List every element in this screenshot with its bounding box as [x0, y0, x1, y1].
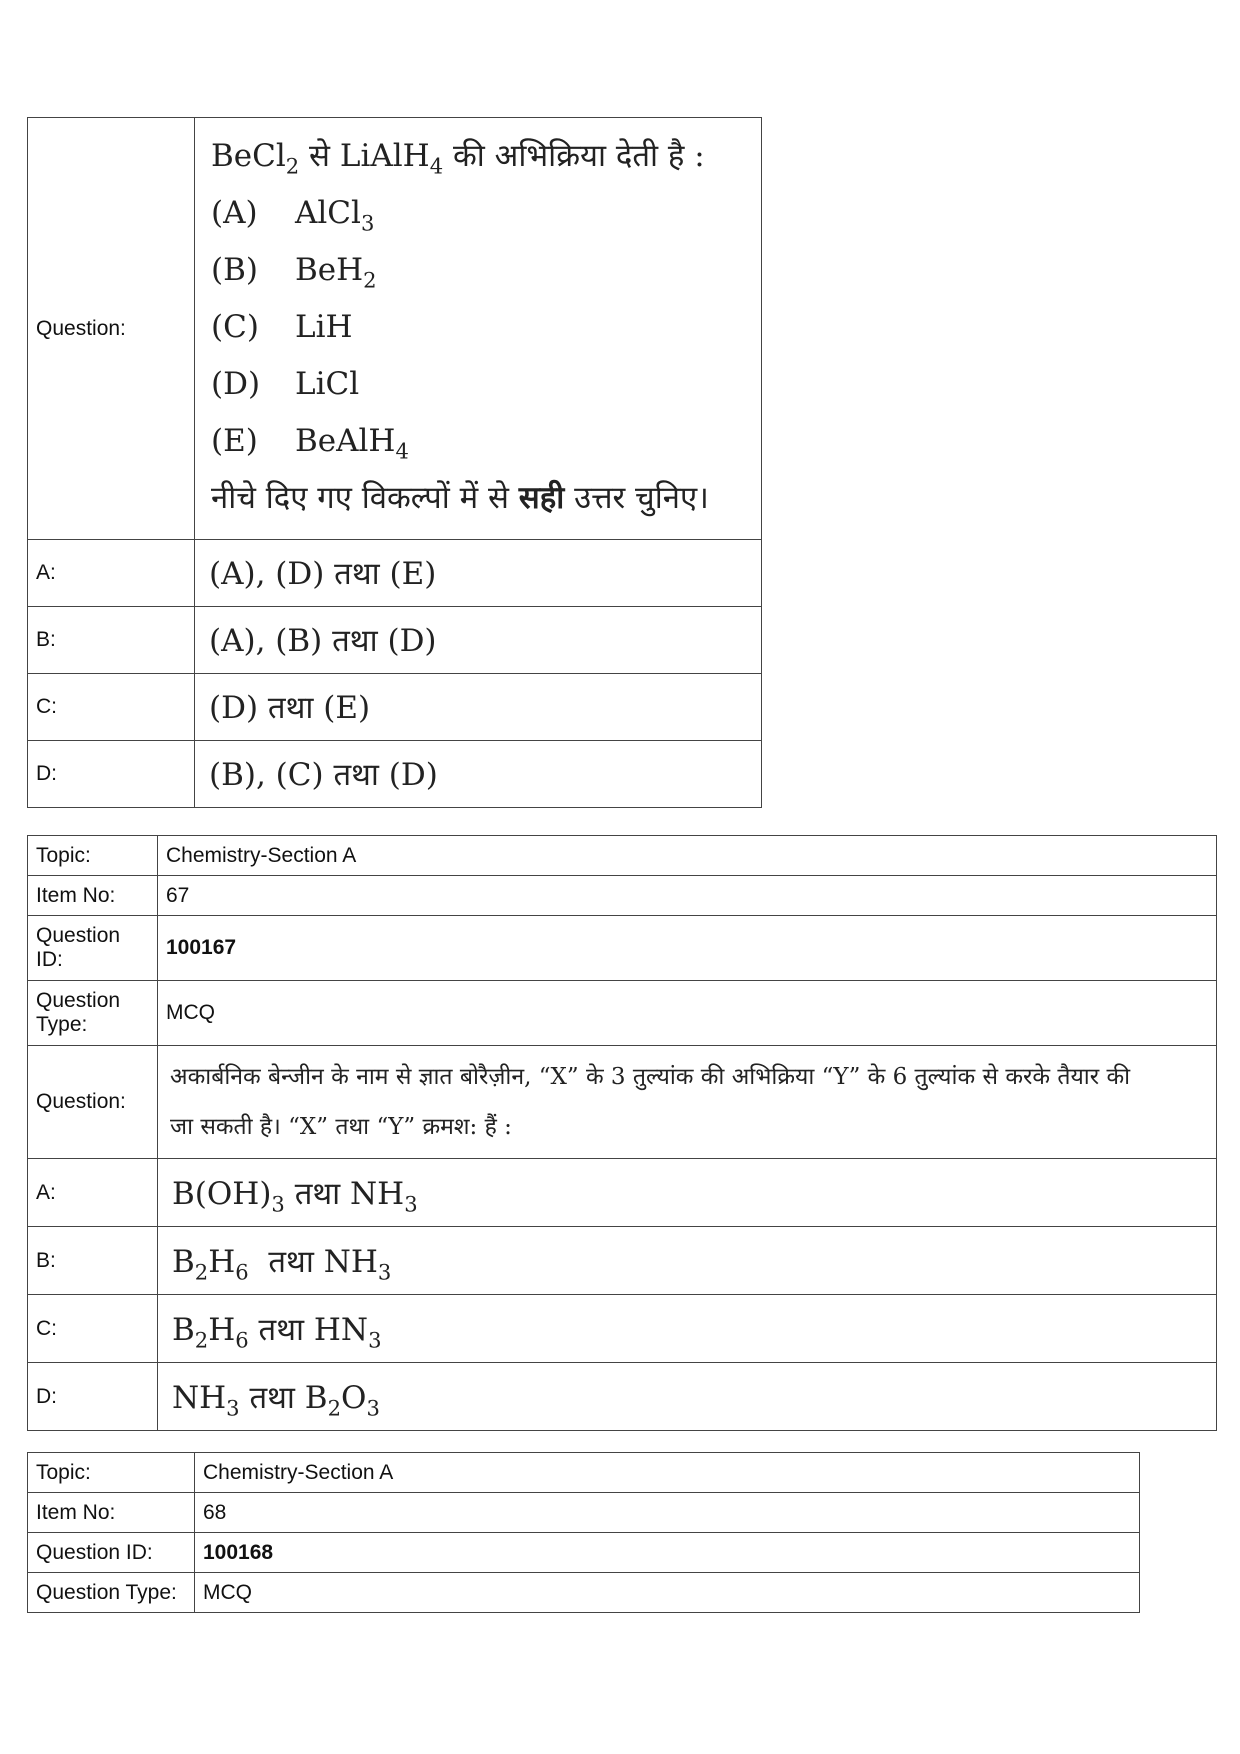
answer-row-a	[28, 1159, 1217, 1227]
question-id-row	[28, 916, 1217, 981]
answer-row-d	[28, 1363, 1217, 1431]
answer-text: $B_2H_6$ तथा $HN_3$	[158, 1295, 1217, 1363]
option-c: (C) LiH	[211, 309, 353, 345]
question-label: Question:	[28, 1046, 158, 1159]
answer-label: C:	[28, 1295, 158, 1363]
question-68-table	[27, 1452, 1140, 1613]
answer-row-c	[28, 674, 762, 741]
answer-row-d	[28, 741, 762, 808]
question-type-label: Question Type:	[28, 1573, 195, 1613]
answer-label: D:	[28, 1363, 158, 1431]
answer-text: (A), (B) तथा (D)	[195, 607, 762, 674]
question-type-value: MCQ	[158, 981, 1217, 1046]
topic-value: Chemistry-Section A	[158, 836, 1217, 876]
option-b: (B) BeH$_2$	[211, 252, 377, 293]
question-type-row	[28, 1573, 1140, 1613]
answer-text: (D) तथा (E)	[195, 674, 762, 741]
answer-label: D:	[28, 741, 195, 808]
option-d: (D) LiCl	[211, 366, 360, 402]
question-67-table	[27, 835, 1217, 1431]
item-no-row	[28, 876, 1217, 916]
question-line-2: जा सकती है। “X” तथा “Y” क्रमश: हैं :	[170, 1114, 512, 1140]
answer-row-b	[28, 607, 762, 674]
question-row	[28, 1046, 1217, 1159]
answer-text: $NH_3$ तथा $B_2O_3$	[158, 1363, 1217, 1431]
question-66-table	[27, 117, 762, 808]
answer-text: $B(OH)_3$ तथा $NH_3$	[158, 1159, 1217, 1227]
topic-row	[28, 836, 1217, 876]
question-id-label: Question ID:	[28, 1533, 195, 1573]
topic-label: Topic:	[28, 836, 158, 876]
answer-text: (A), (D) तथा (E)	[195, 540, 762, 607]
answer-label: B:	[28, 607, 195, 674]
question-line-1: अकार्बनिक बेन्जीन के नाम से ज्ञात बोरैज़ीन, “X” के 3 तुल्यांक की अभिक्रिया “Y” के 6 तुल्यांक से करके तैयार की	[170, 1064, 1131, 1090]
item-no-row	[28, 1493, 1140, 1533]
question-id-row	[28, 1533, 1140, 1573]
answer-label: C:	[28, 674, 195, 741]
answer-text: (B), (C) तथा (D)	[195, 741, 762, 808]
question-id-value: 100168	[195, 1533, 1140, 1573]
answer-label: A:	[28, 540, 195, 607]
answer-row-c	[28, 1295, 1217, 1363]
question-type-value: MCQ	[195, 1573, 1140, 1613]
answer-label: A:	[28, 1159, 158, 1227]
topic-label: Topic:	[28, 1453, 195, 1493]
item-no-label: Item No:	[28, 1493, 195, 1533]
answer-label: B:	[28, 1227, 158, 1295]
question-type-row	[28, 981, 1217, 1046]
topic-value: Chemistry-Section A	[195, 1453, 1140, 1493]
option-e: (E) BeAlH$_4$	[211, 423, 409, 464]
topic-row	[28, 1453, 1140, 1493]
item-no-label: Item No:	[28, 876, 158, 916]
answer-row-a	[28, 540, 762, 607]
answer-row-b	[28, 1227, 1217, 1295]
question-id-value: 100167	[158, 916, 1217, 981]
answer-text: $B_2H_6$ तथा $NH_3$	[158, 1227, 1217, 1295]
question-id-label: Question ID:	[28, 916, 158, 981]
question-instruction: नीचे दिए गए विकल्पों में से सही उत्तर चुनिए।	[211, 480, 709, 516]
item-no-value: 68	[195, 1493, 1140, 1533]
option-a: (A) AlCl$_3$	[211, 195, 375, 236]
question-type-label: Question Type:	[28, 981, 158, 1046]
question-stem: BeCl$_2$ से LiAlH$_4$ की अभिक्रिया देती है :	[211, 138, 705, 179]
question-row	[28, 118, 762, 540]
question-text	[158, 1046, 1217, 1159]
question-label: Question:	[28, 118, 195, 540]
item-no-value: 67	[158, 876, 1217, 916]
question-content	[195, 118, 762, 540]
